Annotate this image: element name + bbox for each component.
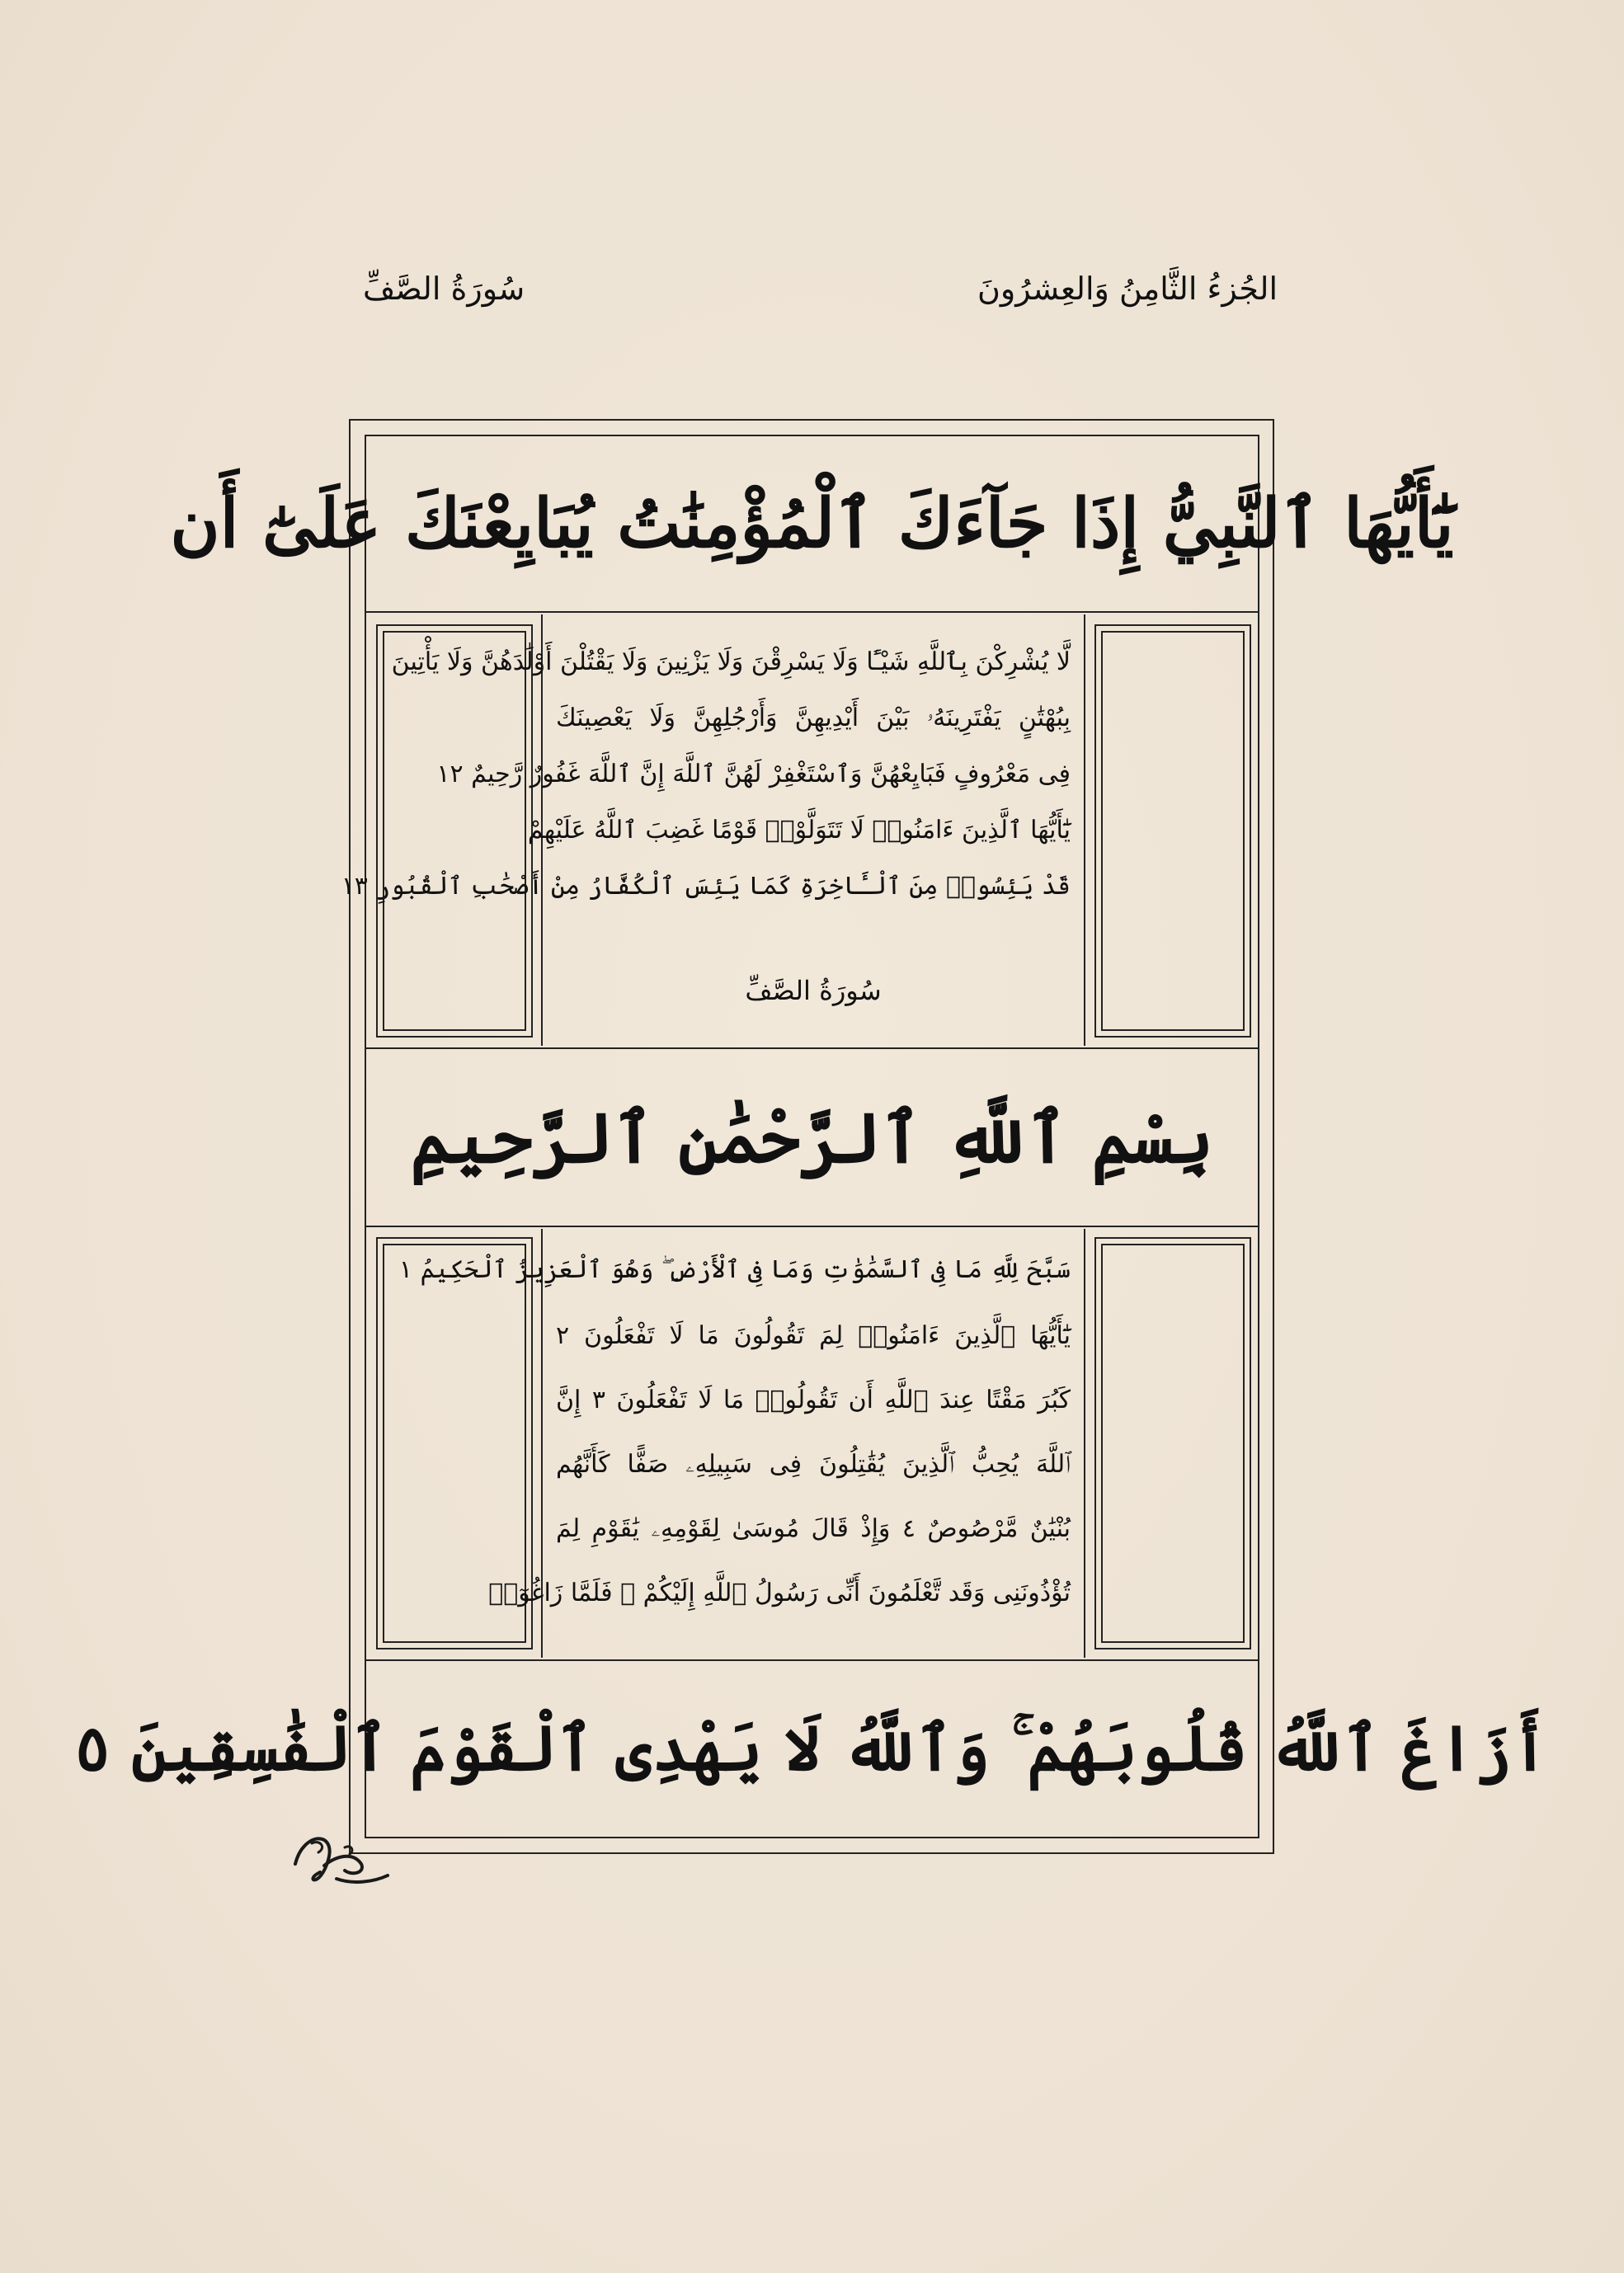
verse-block-two bbox=[398, 1229, 1085, 1658]
verse-line: يَٰٓأَيُّهَا ٱلَّذِينَ ءَامَنُوا۟ لِمَ تَقُولُونَ مَا لَا تَفْعَلُونَ ٢ bbox=[556, 1321, 1071, 1350]
verse-line: فِى مَعْرُوفٍ فَبَايِعْهُنَّ وَٱسْتَغْفِرْ لَهُنَّ ٱللَّهَ إِنَّ ٱللَّهَ غَفُورٌ رَّحِيمٌ ١٢ bbox=[436, 760, 1071, 788]
side-panel-left-1 bbox=[376, 624, 533, 1038]
verse-line: كَبُرَ مَقْتًا عِندَ ٱللَّهِ أَن تَقُولُوا۟ مَا لَا تَفْعَلُونَ ٣ إِنَّ bbox=[556, 1386, 1071, 1414]
verse-line: بُنْيَٰنٌ مَّرْصُوصٌ ٤ وَإِذْ قَالَ مُوسَىٰ لِقَوْمِهِۦ يَٰقَوْمِ لِمَ bbox=[556, 1514, 1071, 1543]
verse-line: سَبَّحَ لِلَّهِ مَا فِى ٱلسَّمَٰوَٰتِ وَمَا فِى ٱلْأَرْضِ ۖ وَهُوَ ٱلْعَزِيزُ ٱلْحَكِيمُ ١ bbox=[398, 1255, 1071, 1284]
verse-line: تُؤْذُونَنِى وَقَد تَّعْلَمُونَ أَنِّى رَسُولُ ٱللَّهِ إِلَيْكُمْ ۖ فَلَمَّا زَاغُوٓا۟ bbox=[488, 1579, 1071, 1607]
verse-line: يَٰٓأَيُّهَا ٱلَّذِينَ ءَامَنُوا۟ لَا تَتَوَلَّوْا۟ قَوْمًا غَضِبَ ٱللَّهُ عَلَيْهِمْ bbox=[527, 816, 1071, 845]
verse-line: بِبُهْتَٰنٍ يَفْتَرِينَهُۥ بَيْنَ أَيْدِيهِنَّ وَأَرْجُلِهِنَّ وَلَا يَعْصِينَكَ bbox=[556, 704, 1071, 732]
bottom-verse-band: أَزَاغَ ٱللَّهُ قُلُوبَهُمْ ۚ وَٱللَّهُ لَا يَهْدِى ٱلْقَوْمَ ٱلْفَٰسِقِينَ ٥ bbox=[366, 1659, 1258, 1837]
side-panel-right-2 bbox=[1094, 1237, 1251, 1649]
calligrapher-signature bbox=[287, 1814, 394, 1897]
juz-heading: الجُزءُ الثَّامِنُ وَالعِشرُونَ bbox=[977, 271, 1278, 307]
verse-block-one bbox=[341, 614, 1085, 1046]
basmala-band: بِسْمِ ٱللَّهِ ٱلرَّحْمَٰنِ ٱلرَّحِيمِ bbox=[366, 1047, 1258, 1227]
top-verse-band: يَٰٓأَيُّهَا ٱلنَّبِيُّ إِذَا جَآءَكَ ٱلْمُؤْمِنَٰتُ يُبَايِعْنَكَ عَلَىٰٓ أَن bbox=[366, 436, 1258, 613]
side-panel-right-1 bbox=[1094, 624, 1251, 1038]
side-panel-inner bbox=[383, 631, 526, 1031]
side-panel-inner bbox=[1101, 1244, 1245, 1643]
side-panel-inner bbox=[1101, 631, 1245, 1031]
surah-title: سُورَةُ الصَّفِّ bbox=[745, 975, 882, 1006]
verse-line: قَدْ يَئِسُوا۟ مِنَ ٱلْـَٔاخِرَةِ كَمَا يَئِسَ ٱلْكُفَّارُ مِنْ أَصْحَٰبِ ٱلْقُبُورِ ١٣ bbox=[341, 872, 1071, 901]
verse-line: ٱللَّهَ يُحِبُّ ٱلَّذِينَ يُقَٰتِلُونَ فِى سَبِيلِهِۦ صَفًّا كَأَنَّهُم bbox=[556, 1450, 1071, 1479]
surah-heading: سُورَةُ الصَّفِّ bbox=[363, 271, 525, 307]
verse-line: لَّا يُشْرِكْنَ بِٱللَّهِ شَيْـًٔا وَلَا يَسْرِقْنَ وَلَا يَزْنِينَ وَلَا يَقْتُلْنَ أَوْلَٰدَهُنَّ وَلَا يَأْتِينَ bbox=[391, 647, 1071, 676]
